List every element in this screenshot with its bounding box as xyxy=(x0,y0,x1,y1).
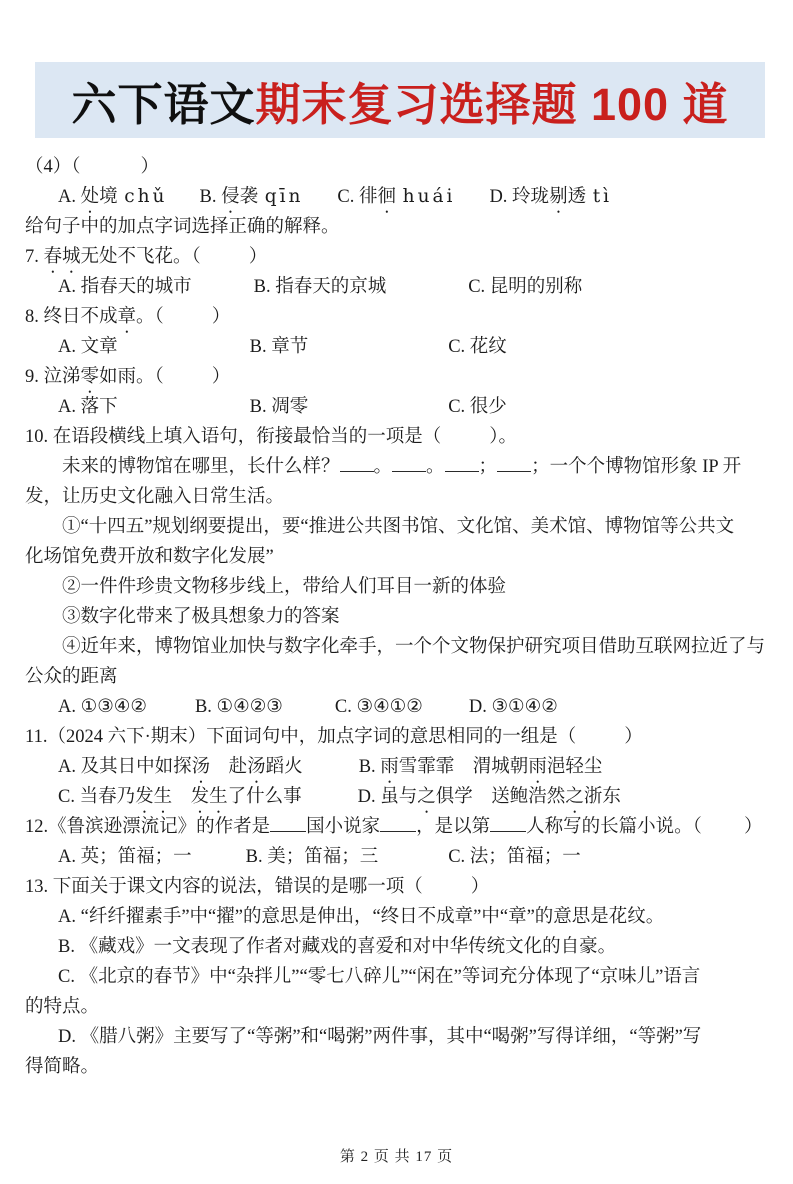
text-segment: B. 指春天的京城 xyxy=(253,277,387,297)
text-segment: A. ①③④② xyxy=(58,697,147,717)
document-body xyxy=(0,144,793,1082)
emphasized-text: 发生 xyxy=(135,787,173,807)
text-segment: 透 xyxy=(567,187,591,207)
text-line xyxy=(25,872,768,902)
text-line xyxy=(25,302,768,332)
text-line xyxy=(25,752,768,782)
text-segment: 雪霏霏 渭城朝 xyxy=(398,757,529,777)
text-segment: ②一件件珍贵文物移步线上，带给人们耳目一新的体验 xyxy=(62,577,507,597)
text-segment: 8. 终日不成 xyxy=(25,307,118,327)
emphasized-text: 侵 xyxy=(221,187,240,207)
text-line xyxy=(25,602,768,632)
page-footer xyxy=(0,1145,793,1166)
text-segment: 9. 泣涕 xyxy=(25,367,81,387)
blank-underline xyxy=(340,453,374,473)
text-line xyxy=(25,512,768,542)
text-segment: 境 xyxy=(99,187,123,207)
text-segment: 12.《鲁滨逊漂流记》的作者是 xyxy=(25,817,271,837)
text-line xyxy=(25,992,768,1022)
text-line xyxy=(25,332,768,362)
text-segment: ） xyxy=(211,367,231,387)
text-line xyxy=(25,902,768,932)
text-segment: D. 虽与 xyxy=(357,787,418,807)
text-segment: D. 《腊八粥》主要写了“等粥”和“喝粥”两件事，其中“喝粥”写得详细，“等粥”写 xyxy=(58,1027,702,1047)
blank-underline xyxy=(445,453,479,473)
text-segment: B. ①④②③ xyxy=(194,697,283,717)
emphasized-text: 剔 xyxy=(549,187,568,207)
text-line xyxy=(25,1052,768,1082)
text-segment: ） xyxy=(248,247,268,267)
text-segment: ） xyxy=(470,877,490,897)
text-line xyxy=(25,452,768,482)
blank-underline xyxy=(497,453,531,473)
emphasized-text: 零 xyxy=(80,367,100,387)
text-segment: 发，让历史文化融入日常生活。 xyxy=(25,487,285,507)
text-segment: 无处不飞花。（ xyxy=(80,247,201,267)
text-line xyxy=(25,692,768,722)
emphasized-text: 雨 xyxy=(528,757,547,777)
text-segment: C. 《北京的春节》中“杂拌儿”“零七八碎儿”“闲在”等词充分体现了“京味儿”语言 xyxy=(58,967,701,987)
text-segment: 10. 在语段横线上填入语句，衔接最恰当的一项是（ xyxy=(25,427,442,447)
blank-underline xyxy=(392,453,426,473)
text-segment: 给句子中的加点字词选择正确的解释。 xyxy=(25,217,340,237)
text-segment: ； xyxy=(478,457,498,477)
emphasized-text: 处 xyxy=(80,187,100,207)
text-line xyxy=(25,662,768,692)
page-title-black: 六下语文 xyxy=(71,78,256,130)
blank-underline xyxy=(380,813,416,833)
text-segment: B. 《藏戏》一文表现了作者对藏戏的喜爱和对中华传统文化的自豪。 xyxy=(58,937,617,957)
text-segment: A. 指春天的城市 xyxy=(58,277,192,297)
text-line xyxy=(25,842,768,872)
page-title-red: 期末复习选择题 100 道 xyxy=(255,78,729,130)
text-segment: ） xyxy=(140,157,160,177)
emphasized-text: 之 xyxy=(417,787,436,807)
text-segment: ）。 xyxy=(489,427,518,447)
text-line xyxy=(25,932,768,962)
text-line xyxy=(25,812,768,842)
text-line xyxy=(25,482,768,512)
text-segment: ④近年来，博物馆业加快与数字化牵手，一个个文物保护研究项目借助互联网拉近了与 xyxy=(62,637,766,657)
text-segment: A. 文章 xyxy=(58,337,118,357)
text-line xyxy=(25,962,768,992)
text-segment: D. 玲珑 xyxy=(489,187,550,207)
text-line xyxy=(25,572,768,602)
text-segment: A. “纤纤擢素手”中“擢”的意思是伸出，“终日不成章”中“章”的意思是花纹。 xyxy=(58,907,665,927)
text-segment: tì xyxy=(592,186,613,207)
text-segment: ） xyxy=(743,817,763,837)
text-segment: 浙东 xyxy=(583,787,621,807)
text-segment xyxy=(396,187,401,207)
text-segment: 化场馆免费开放和数字化发展” xyxy=(25,547,274,567)
emphasized-text: 发生 xyxy=(190,787,228,807)
text-line xyxy=(25,152,768,182)
text-line xyxy=(25,392,768,422)
text-segment: huái xyxy=(402,186,456,207)
blank-underline xyxy=(490,813,526,833)
text-segment: ；一个个博物馆形象 IP 开 xyxy=(531,457,742,477)
text-segment: 国小说家 xyxy=(306,817,381,837)
text-segment: ） xyxy=(624,727,643,747)
text-segment: C. 花纹 xyxy=(448,337,507,357)
emphasized-text: 汤 xyxy=(191,757,211,777)
text-segment: 公众的距离 xyxy=(25,667,118,687)
emphasized-text: 春城 xyxy=(43,247,81,267)
emphasized-text: 徊 xyxy=(377,187,397,207)
text-segment: C. 很少 xyxy=(448,397,507,417)
text-segment: 赴 xyxy=(210,757,248,777)
text-segment: 。 xyxy=(426,457,445,477)
blank-underline xyxy=(270,813,306,833)
text-line xyxy=(25,362,768,392)
text-segment: 得简略。 xyxy=(25,1057,100,1077)
text-line xyxy=(25,212,768,242)
text-line xyxy=(25,422,768,452)
text-segment: 未来的博物馆在哪里，长什么样？ xyxy=(62,457,340,477)
text-segment: C. 昆明的别称 xyxy=(468,277,583,297)
text-segment: 浥轻尘 xyxy=(546,757,603,777)
text-segment xyxy=(172,787,191,807)
title-banner xyxy=(35,62,765,138)
text-line xyxy=(25,722,768,752)
text-segment: 7. xyxy=(25,247,44,267)
text-segment: 13. 下面关于课文内容的说法，错误的是哪一项（ xyxy=(25,877,423,897)
text-line xyxy=(25,1022,768,1052)
text-segment: B. xyxy=(358,757,381,777)
emphasized-text: 雨 xyxy=(380,757,399,777)
emphasized-text: 章 xyxy=(117,307,137,327)
text-line xyxy=(25,542,768,572)
text-segment: C. 徘 xyxy=(337,187,378,207)
text-segment: C. 法；笛福；一 xyxy=(448,847,581,867)
text-segment: 人称写的长篇小说。（ xyxy=(526,817,702,837)
text-segment: 如雨。（ xyxy=(99,367,164,387)
text-segment: 蹈火 xyxy=(265,757,303,777)
text-segment: A. 英；笛福；一 xyxy=(58,847,192,867)
text-segment: 。（ xyxy=(136,307,164,327)
text-segment: 袭 xyxy=(239,187,263,207)
text-line xyxy=(25,272,768,302)
text-segment: ①“十四五”规划纲要提出，要“推进公共图书馆、文化馆、美术馆、博物馆等公共文 xyxy=(62,517,735,537)
text-segment: ③数字化带来了极具想象力的答案 xyxy=(62,607,340,627)
text-line xyxy=(25,242,768,272)
text-line xyxy=(25,782,768,812)
text-segment: B. xyxy=(199,187,222,207)
page-number: 第 2 页 共 17 页 xyxy=(339,1149,454,1165)
text-segment: A. 落下 xyxy=(58,397,118,417)
text-segment: 的特点。 xyxy=(25,997,100,1017)
text-segment: 了什么事 xyxy=(227,787,302,807)
text-segment: B. 美；笛福；三 xyxy=(245,847,379,867)
text-segment: 。 xyxy=(373,457,393,477)
text-segment: C. ③④①② xyxy=(334,697,423,717)
text-segment: C. 当春乃 xyxy=(58,787,136,807)
text-line xyxy=(25,632,768,662)
text-segment: ，是以第 xyxy=(416,817,491,837)
text-segment: ） xyxy=(211,307,231,327)
emphasized-text: 汤 xyxy=(247,757,266,777)
text-segment: A. xyxy=(58,187,81,207)
text-segment: D. ③①④② xyxy=(468,697,558,717)
emphasized-text: 之 xyxy=(565,787,584,807)
text-segment: chǔ xyxy=(124,186,168,207)
text-segment: 11.（2024 六下·期末）下面词句中，加点字词的意思相同的一组是（ xyxy=(25,727,577,747)
text-segment: 俱学 送鲍浩然 xyxy=(435,787,566,807)
text-segment: qīn xyxy=(264,186,304,207)
text-segment: A. 及其日中如探 xyxy=(58,757,192,777)
text-segment: （4）（ xyxy=(25,157,81,177)
text-line xyxy=(25,182,768,212)
text-segment: B. 章节 xyxy=(249,337,309,357)
text-segment: B. 凋零 xyxy=(249,397,309,417)
